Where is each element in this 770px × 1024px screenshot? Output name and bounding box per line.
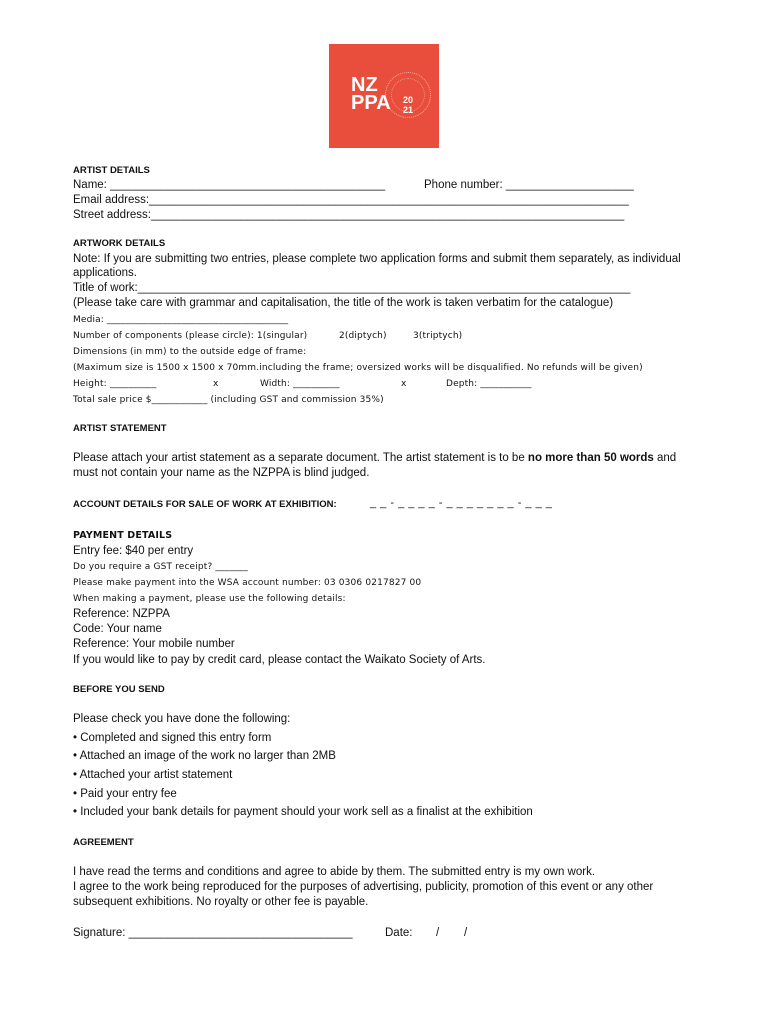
- date-separator-2[interactable]: /: [464, 927, 468, 939]
- checklist-item: • Included your bank details for payment should your work sell as a finalist at the exhibition: [73, 806, 533, 818]
- agreement-line-3: subsequent exhibitions. No royalty or other fee is payable.: [73, 896, 369, 908]
- payment-details-intro: When making a payment, please use the following details:: [73, 594, 346, 604]
- title-note: (Please take care with grammar and capitalisation, the title of the work is taken verbatim for the catalogue): [73, 297, 614, 309]
- note-line-1: Note: If you are submitting two entries, please complete two application forms and submit them separately, as individual: [73, 253, 681, 265]
- checklist-item: • Attached an image of the work no larger than 2MB: [73, 750, 336, 762]
- payment-reference: Reference: NZPPA: [73, 608, 170, 620]
- statement-text-a: Please attach your artist statement as a separate document. The artist statement is to be: [73, 452, 528, 464]
- account-number-field[interactable]: _ _ - _ _ _ _ - _ _ _ _ _ _ _ - _ _ _: [370, 497, 553, 509]
- statement-text-b: and: [653, 452, 677, 464]
- components-option-3[interactable]: 3(triptych): [413, 331, 463, 341]
- artist-statement-text-1: [73, 451, 676, 465]
- max-size-note: (Maximum size is 1500 x 1500 x 70mm.including the frame; oversized works will be disqualified. No refunds will be given): [73, 363, 643, 373]
- checklist-item: • Completed and signed this entry form: [73, 732, 272, 744]
- payment-reference-mobile: Reference: Your mobile number: [73, 638, 235, 650]
- name-field[interactable]: Name: ___________________________________________: [73, 179, 386, 191]
- components-label: Number of components (please circle): 1(singular): [73, 331, 308, 341]
- signature-field[interactable]: Signature: ___________________________________: [73, 927, 353, 939]
- agreement-line-2: I agree to the work being reproduced for the purposes of advertising, publicity, promotion of this event or any other: [73, 881, 654, 893]
- checklist-intro: Please check you have done the following:: [73, 713, 291, 725]
- note-line-2: applications.: [73, 267, 137, 279]
- account-details-heading: ACCOUNT DETAILS FOR SALE OF WORK AT EXHIBITION:: [73, 499, 337, 510]
- dimensions-label: Dimensions (in mm) to the outside edge of frame:: [73, 347, 307, 357]
- date-label: Date:: [385, 927, 413, 939]
- logo-text-nz: NZ: [351, 74, 378, 96]
- dimension-separator-2: x: [401, 379, 407, 389]
- entry-fee-text: Entry fee: $40 per entry: [73, 545, 194, 557]
- nzppa-logo: [329, 44, 439, 148]
- checklist-item: • Paid your entry fee: [73, 788, 177, 800]
- components-option-2[interactable]: 2(diptych): [339, 331, 387, 341]
- agreement-heading: AGREEMENT: [73, 837, 134, 848]
- payment-code: Code: Your name: [73, 623, 162, 635]
- phone-field[interactable]: Phone number: ____________________: [424, 179, 634, 191]
- email-field[interactable]: Email address:___________________________________________________________________________: [73, 194, 629, 206]
- before-you-send-heading: BEFORE YOU SEND: [73, 684, 165, 695]
- agreement-line-1: I have read the terms and conditions and agree to abide by them. The submitted entry is my own work.: [73, 866, 596, 878]
- media-field[interactable]: Media: _______________________________________: [73, 315, 289, 325]
- depth-field[interactable]: Depth: ___________: [446, 379, 532, 389]
- logo-year-bottom: 21: [403, 105, 414, 115]
- logo-text-ppa: PPA: [351, 92, 391, 114]
- height-field[interactable]: Height: __________: [73, 379, 157, 389]
- width-field[interactable]: Width: __________: [260, 379, 340, 389]
- credit-card-note: If you would like to pay by credit card, please contact the Waikato Society of Arts.: [73, 654, 486, 666]
- statement-word-limit: no more than 50 words: [527, 452, 654, 464]
- date-separator-1[interactable]: /: [436, 927, 440, 939]
- dimension-separator-1: x: [213, 379, 219, 389]
- artist-statement-heading: ARTIST STATEMENT: [73, 423, 167, 434]
- title-of-work-field[interactable]: Title of work:_____________________________________________________________________________: [73, 282, 631, 294]
- sale-price-field[interactable]: Total sale price $____________ (including GST and commission 35%): [73, 395, 384, 405]
- street-address-field[interactable]: Street address:__________________________________________________________________________: [73, 209, 625, 221]
- artist-details-heading: ARTIST DETAILS: [73, 165, 150, 176]
- gst-receipt-field[interactable]: Do you require a GST receipt? _______: [73, 562, 248, 572]
- wsa-account-text: Please make payment into the WSA account number: 03 0306 0217827 00: [73, 578, 422, 588]
- payment-details-heading: PAYMENT DETAILS: [73, 530, 173, 541]
- artist-statement-text-2: must not contain your name as the NZPPA is blind judged.: [73, 467, 370, 479]
- artwork-details-heading: ARTWORK DETAILS: [73, 238, 166, 249]
- checklist-item: • Attached your artist statement: [73, 769, 233, 781]
- logo-year-top: 20: [403, 95, 414, 105]
